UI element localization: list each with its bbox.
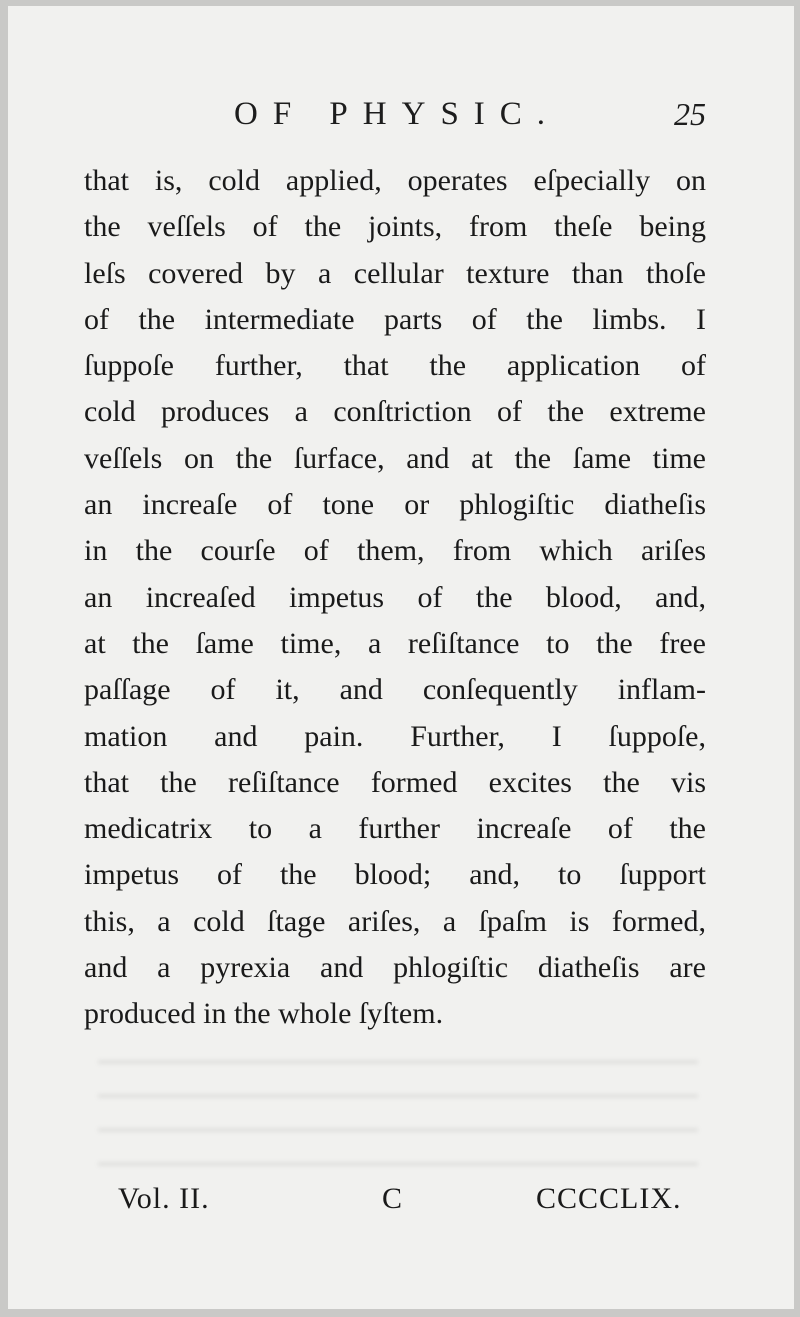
text-line: ſuppoſe further, that the application of (84, 349, 706, 383)
page-footer (8, 1176, 794, 1222)
running-head (8, 92, 794, 136)
volume-label: Vol. II. (118, 1182, 210, 1215)
text-line-last: produced in the whole ſyſtem. (84, 997, 444, 1031)
page-number: 25 (674, 96, 706, 132)
section-number: CCCCLIX. (536, 1182, 682, 1215)
text-line: mation and pain. Further, I ſuppoſe, (84, 719, 706, 753)
text-line: in the courſe of them, from which ariſes (84, 534, 706, 568)
text-line: and a pyrexia and phlogiſtic diatheſis are (84, 951, 706, 985)
text-line: veſſels on the ſurface, and at the ſame time (84, 441, 706, 475)
text-line: of the intermediate parts of the limbs. I (84, 302, 706, 336)
text-line: paſſage of it, and conſequently inflam- (84, 673, 706, 707)
text-line: impetus of the blood; and, to ſupport (84, 858, 706, 892)
running-title: OF PHYSIC. (234, 96, 561, 132)
text-line: this, a cold ſtage ariſes, a ſpaſm is formed, (84, 904, 706, 938)
text-line: cold produces a conſtriction of the extreme (84, 395, 706, 429)
text-line: medicatrix to a further increaſe of the (84, 812, 706, 846)
text-line: the veſſels of the joints, from theſe being (84, 210, 706, 244)
text-line: an increaſed impetus of the blood, and, (84, 580, 706, 614)
text-line: at the ſame time, a reſiſtance to the free (84, 626, 706, 660)
signature-mark: C (382, 1182, 403, 1215)
body-text (84, 158, 706, 1038)
text-line: an increaſe of tone or phlogiſtic diatheſis (84, 488, 706, 522)
bleed-through-shadow (98, 1046, 698, 1176)
book-page (8, 6, 794, 1309)
text-line: that is, cold applied, operates eſpecially on (84, 164, 706, 197)
text-line: leſs covered by a cellular texture than thoſe (84, 256, 706, 290)
text-line: that the reſiſtance formed excites the vis (84, 765, 706, 799)
